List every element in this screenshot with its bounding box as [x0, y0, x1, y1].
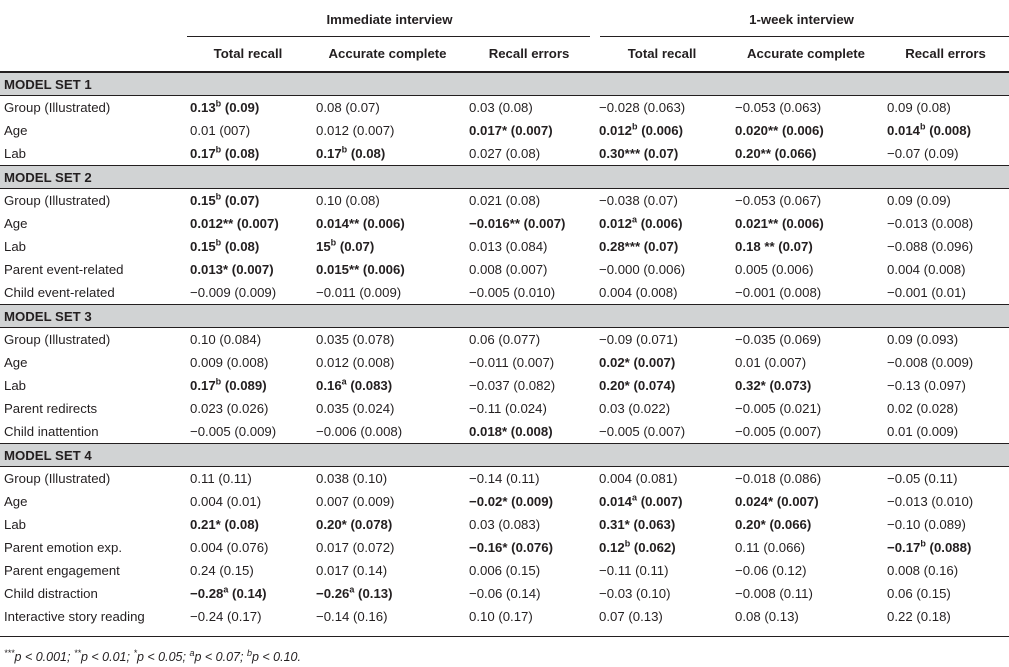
table-cell: 0.012 (0.008) — [316, 355, 395, 370]
row-label: Group (Illustrated) — [4, 193, 111, 208]
table-cell: 0.11 (0.11) — [190, 471, 252, 486]
section-title: MODEL SET 2 — [0, 166, 1009, 189]
column-header: Accurate complete — [747, 46, 866, 61]
table-cell: 0.038 (0.10) — [316, 471, 388, 486]
table-cell: 0.008 (0.007) — [469, 262, 548, 277]
table-row — [0, 235, 1009, 258]
row-label: Lab — [4, 239, 27, 254]
column-header: Total recall — [627, 46, 697, 61]
table-cell: 0.09 (0.09) — [887, 193, 951, 208]
row-label: Age — [4, 216, 28, 231]
table-cell: 0.013 (0.084) — [469, 239, 548, 254]
table-cell: 0.01 (0.007) — [735, 355, 807, 370]
table-cell: −0.05 (0.11) — [887, 471, 958, 486]
table-cell: 0.15$^b$ (0.07) — [190, 191, 260, 208]
section-title: MODEL SET 1 — [0, 72, 1009, 96]
table-cell: 0.16$^a$ (0.083) — [316, 376, 393, 393]
table-cell: 0.24 (0.15) — [190, 563, 254, 578]
table-cell: 0.12$^b$ (0.062) — [599, 538, 676, 555]
column-header: Recall errors — [488, 46, 570, 61]
table-cell: 0.11 (0.066) — [735, 540, 806, 555]
table-cell: −0.028 (0.063) — [599, 100, 686, 115]
table-cell: 0.004 (0.008) — [887, 262, 966, 277]
table-cell: 0.02* (0.007) — [599, 355, 676, 370]
table-cell: 0.014** (0.006) — [316, 216, 405, 231]
table-cell: 0.06 (0.15) — [887, 586, 951, 601]
table-cell: 0.30*** (0.07) — [599, 146, 679, 161]
table-cell: 0.017 (0.14) — [316, 563, 388, 578]
table-cell: −0.011 (0.007) — [469, 355, 555, 370]
table-cell: 0.012 (0.007) — [316, 123, 395, 138]
table-cell: −0.005 (0.007) — [599, 424, 686, 439]
table-row — [0, 605, 1009, 628]
table-row — [0, 513, 1009, 536]
row-label: Group (Illustrated) — [4, 471, 111, 486]
table-cell: 0.03 (0.08) — [469, 100, 533, 115]
table-cell: −0.038 (0.07) — [599, 193, 678, 208]
table-cell: 0.15$^b$ (0.08) — [190, 237, 260, 254]
table-cell: 0.020** (0.006) — [735, 123, 824, 138]
column-header: Accurate complete — [328, 46, 447, 61]
table-cell: 0.18 ** (0.07) — [735, 239, 813, 254]
table-row — [0, 559, 1009, 582]
table-footnote: ***p < 0.001; **p < 0.01; *p < 0.05; $^a$p < 0.07; $^b$p < 0.10. — [4, 647, 301, 664]
table-cell: −0.005 (0.021) — [735, 401, 822, 416]
table-row — [0, 490, 1009, 513]
table-cell: −0.28$^a$ (0.14) — [190, 584, 267, 601]
table-cell: −0.013 (0.008) — [887, 216, 974, 231]
table-row — [0, 142, 1009, 166]
table-cell: −0.005 (0.007) — [735, 424, 822, 439]
table-cell: 0.027 (0.08) — [469, 146, 541, 161]
table-cell: 0.03 (0.083) — [469, 517, 541, 532]
table-cell: 0.22 (0.18) — [887, 609, 951, 624]
row-label: Lab — [4, 378, 27, 393]
table-cell: −0.14 (0.16) — [316, 609, 388, 624]
table-cell: −0.17$^b$ (0.088) — [887, 538, 972, 555]
table-cell: 0.015** (0.006) — [316, 262, 405, 277]
row-label: Parent redirects — [4, 401, 98, 416]
table-cell: −0.11 (0.11) — [599, 563, 669, 578]
table-cell: 0.018* (0.008) — [469, 424, 553, 439]
table-cell: 0.31* (0.063) — [599, 517, 676, 532]
table-cell: 0.021 (0.08) — [469, 193, 541, 208]
section-header — [0, 72, 1009, 96]
table-cell: 0.014$^b$ (0.008) — [887, 121, 971, 138]
table-cell: 0.10 (0.17) — [469, 609, 533, 624]
table-cell: 0.009 (0.008) — [190, 355, 269, 370]
group-underline — [600, 36, 1009, 37]
column-header: Total recall — [213, 46, 283, 61]
table-cell: −0.035 (0.069) — [735, 332, 822, 347]
table-cell: 0.035 (0.024) — [316, 401, 395, 416]
table-cell: 0.09 (0.08) — [887, 100, 951, 115]
table-cell: −0.018 (0.086) — [735, 471, 822, 486]
table-cell: 0.20* (0.074) — [599, 378, 676, 393]
table-row — [0, 189, 1009, 213]
table-cell: 0.17$^b$ (0.08) — [190, 144, 260, 161]
table-bottom-rule — [0, 636, 1009, 637]
table-row — [0, 212, 1009, 235]
row-label: Child inattention — [4, 424, 99, 439]
row-label: Lab — [4, 146, 27, 161]
header-corner — [0, 0, 185, 38]
row-label: Age — [4, 494, 28, 509]
table-cell: 0.02 (0.028) — [887, 401, 959, 416]
table-cell: −0.011 (0.009) — [316, 285, 402, 300]
table-cell: 0.014$^a$ (0.007) — [599, 492, 683, 509]
table-cell: 0.08 (0.07) — [316, 100, 380, 115]
table-cell: −0.053 (0.067) — [735, 193, 822, 208]
table-row — [0, 536, 1009, 559]
table-cell: 0.024* (0.007) — [735, 494, 819, 509]
row-label: Lab — [4, 517, 27, 532]
table-cell: 0.08 (0.13) — [735, 609, 799, 624]
table-row — [0, 467, 1009, 491]
table-cell: 0.006 (0.15) — [469, 563, 541, 578]
row-label: Interactive story reading — [4, 609, 145, 624]
table-cell: 0.035 (0.078) — [316, 332, 395, 347]
table-row — [0, 397, 1009, 420]
table-cell: −0.008 (0.009) — [887, 355, 974, 370]
table-cell: −0.03 (0.10) — [599, 586, 671, 601]
table-cell: 0.01 (007) — [190, 123, 251, 138]
table-cell: 0.20** (0.066) — [735, 146, 817, 161]
table-cell: −0.016** (0.007) — [469, 216, 566, 231]
row-label: Child distraction — [4, 586, 98, 601]
row-label: Age — [4, 355, 28, 370]
row-label: Parent emotion exp. — [4, 540, 123, 555]
column-header: Recall errors — [905, 46, 986, 61]
table-row — [0, 258, 1009, 281]
table-cell: 0.07 (0.13) — [599, 609, 663, 624]
table-cell: 0.007 (0.009) — [316, 494, 395, 509]
table-cell: −0.013 (0.010) — [887, 494, 974, 509]
table-cell: −0.037 (0.082) — [469, 378, 556, 393]
section-header — [0, 444, 1009, 467]
section-title: MODEL SET 4 — [0, 444, 1009, 467]
section-header — [0, 166, 1009, 189]
table-cell: −0.001 (0.01) — [887, 285, 966, 300]
table-cell: 0.013* (0.007) — [190, 262, 274, 277]
section-title: MODEL SET 3 — [0, 305, 1009, 328]
table-cell: 0.06 (0.077) — [469, 332, 541, 347]
table-row — [0, 328, 1009, 352]
table-cell: 0.20* (0.066) — [735, 517, 812, 532]
table-cell: −0.06 (0.12) — [735, 563, 807, 578]
table-cell: −0.005 (0.010) — [469, 285, 556, 300]
table-cell: −0.13 (0.097) — [887, 378, 966, 393]
table-cell: 0.023 (0.026) — [190, 401, 269, 416]
table-cell: 0.21* (0.08) — [190, 517, 259, 532]
table-cell: 0.004 (0.01) — [190, 494, 262, 509]
row-label: Parent event-related — [4, 262, 124, 277]
table-cell: 0.10 (0.08) — [316, 193, 380, 208]
table-cell: −0.001 (0.008) — [735, 285, 822, 300]
table-cell: 0.10 (0.084) — [190, 332, 262, 347]
table-cell: −0.26$^a$ (0.13) — [316, 584, 393, 601]
table-cell: 0.32* (0.073) — [735, 378, 812, 393]
table-cell: 0.012$^a$ (0.006) — [599, 214, 683, 231]
table-cell: 0.008 (0.16) — [887, 563, 959, 578]
table-cell: 0.13$^b$ (0.09) — [190, 98, 260, 115]
table-row — [0, 374, 1009, 397]
group-header-1week: 1-week interview — [749, 11, 854, 27]
row-label: Age — [4, 123, 28, 138]
table-cell: −0.009 (0.009) — [190, 285, 277, 300]
table-cell: −0.088 (0.096) — [887, 239, 974, 254]
table-cell: 0.17$^b$ (0.089) — [190, 376, 267, 393]
row-label: Group (Illustrated) — [4, 332, 111, 347]
table-row — [0, 119, 1009, 142]
table-row — [0, 420, 1009, 444]
table-cell: 0.021** (0.006) — [735, 216, 824, 231]
table-cell: 0.004 (0.081) — [599, 471, 678, 486]
table-cell: −0.11 (0.024) — [469, 401, 547, 416]
table-cell: 15$^b$ (0.07) — [316, 237, 375, 254]
table-cell: 0.03 (0.022) — [599, 401, 671, 416]
group-header-immediate: Immediate interview — [326, 11, 453, 27]
row-label: Child event-related — [4, 285, 115, 300]
table-cell: 0.28*** (0.07) — [599, 239, 679, 254]
group-underline — [187, 36, 590, 37]
table-cell: 0.012** (0.007) — [190, 216, 279, 231]
table-cell: 0.005 (0.006) — [735, 262, 814, 277]
table-row — [0, 351, 1009, 374]
table-cell: −0.16* (0.076) — [469, 540, 553, 555]
table-cell: −0.008 (0.11) — [735, 586, 813, 601]
table-cell: −0.06 (0.14) — [469, 586, 541, 601]
table-cell: 0.004 (0.076) — [190, 540, 269, 555]
table-cell: −0.053 (0.063) — [735, 100, 822, 115]
table-cell: −0.006 (0.008) — [316, 424, 403, 439]
table-cell: 0.20* (0.078) — [316, 517, 393, 532]
table-cell: 0.017 (0.072) — [316, 540, 395, 555]
table-cell: −0.14 (0.11) — [469, 471, 540, 486]
table-cell: −0.07 (0.09) — [887, 146, 959, 161]
table-cell: 0.01 (0.009) — [887, 424, 959, 439]
table-cell: 0.017* (0.007) — [469, 123, 553, 138]
table-row — [0, 281, 1009, 305]
table-cell: 0.17$^b$ (0.08) — [316, 144, 386, 161]
table-cell: −0.000 (0.006) — [599, 262, 686, 277]
row-label: Group (Illustrated) — [4, 100, 111, 115]
table-cell: −0.005 (0.009) — [190, 424, 277, 439]
table-row — [0, 582, 1009, 605]
section-header — [0, 305, 1009, 328]
table-cell: −0.09 (0.071) — [599, 332, 678, 347]
table-cell: −0.02* (0.009) — [469, 494, 553, 509]
table-cell: 0.09 (0.093) — [887, 332, 959, 347]
table-cell: 0.004 (0.008) — [599, 285, 678, 300]
row-label: Parent engagement — [4, 563, 120, 578]
table-row — [0, 96, 1009, 120]
table-cell: 0.012$^b$ (0.006) — [599, 121, 683, 138]
table-cell: −0.10 (0.089) — [887, 517, 966, 532]
table-cell: −0.24 (0.17) — [190, 609, 262, 624]
